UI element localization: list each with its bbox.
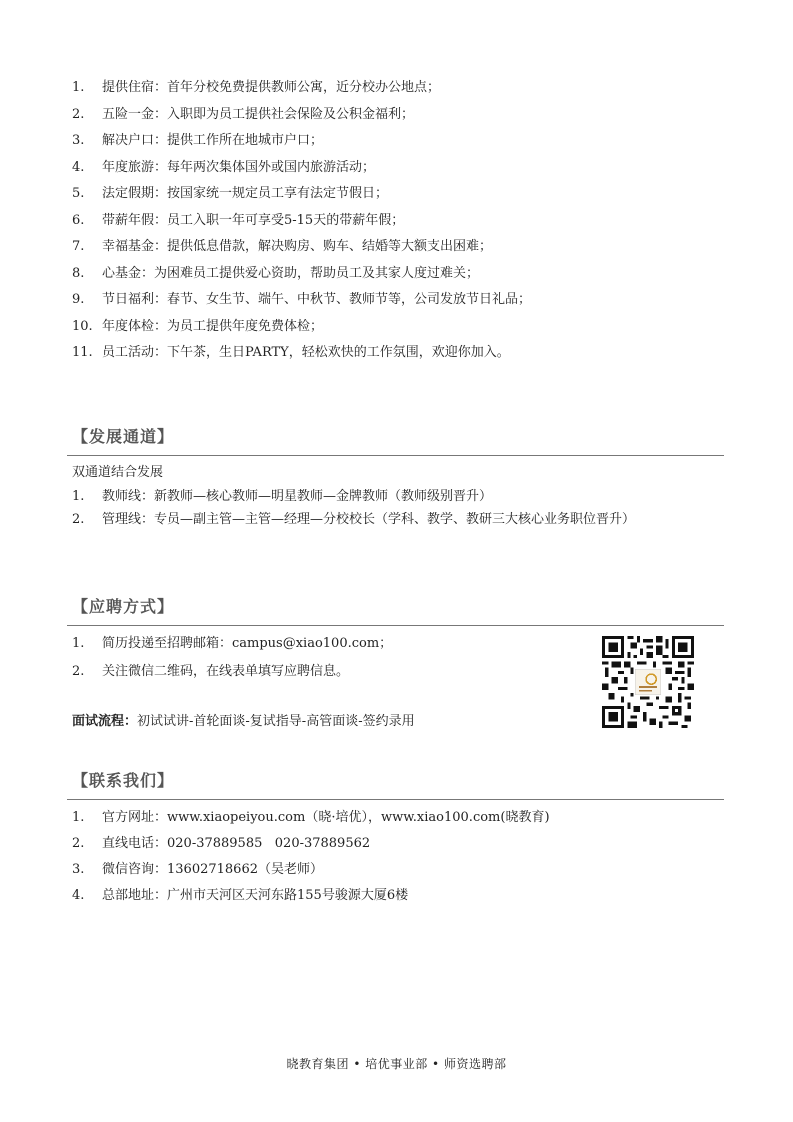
item-number: 2. [72, 664, 85, 679]
list-item [72, 658, 392, 686]
list-item [72, 261, 531, 288]
item-number: 1. [72, 636, 85, 651]
section-title-contact: 【联系我们】 [72, 771, 175, 790]
list-item [72, 181, 531, 208]
list-item [72, 857, 550, 883]
item-number: 1. [72, 80, 85, 95]
item-text: 官方网址：www.xiaopeiyou.com（晓·培优），www.xiao100.com(晓教育) [102, 810, 550, 825]
list-item [72, 508, 724, 531]
list-item [72, 805, 550, 831]
interview-process [72, 710, 415, 729]
wechat-qr-code-icon [602, 636, 694, 728]
list-item [72, 831, 550, 857]
item-text: 微信咨询：13602718662（吴老师） [102, 862, 323, 877]
list-item [72, 485, 724, 508]
item-number: 11. [72, 345, 93, 360]
item-text: 关注微信二维码，在线表单填写应聘信息。 [102, 664, 350, 679]
item-number: 1. [72, 489, 85, 504]
item-text: 心基金：为困难员工提供爱心资助，帮助员工及其家人度过难关； [102, 265, 480, 281]
list-item [72, 314, 531, 341]
item-number: 6. [72, 212, 85, 228]
item-number: 4. [72, 159, 85, 175]
item-number: 9. [72, 292, 85, 307]
item-number: 2. [72, 836, 85, 851]
item-text: 直线电话：020-37889585 020-37889562 [102, 836, 371, 851]
development-list [72, 485, 724, 531]
development-intro: 双通道结合发展 [72, 465, 164, 480]
interview-label: 面试流程： [72, 714, 138, 729]
item-text: 总部地址：广州市天河区天河东路155号骏源大厦6楼 [102, 888, 409, 903]
item-number: 4. [72, 888, 85, 903]
list-item [72, 630, 392, 658]
list-item [72, 287, 531, 314]
item-number: 3. [72, 133, 85, 148]
item-number: 1. [72, 810, 85, 825]
section-divider [67, 455, 724, 456]
page-footer: 晓教育集团 • 培优事业部 • 师资选聘部 [286, 1057, 507, 1071]
item-number: 2. [72, 106, 85, 122]
item-text: 节日福利：春节、女生节、端午、中秋节、教师节等，公司发放节日礼品； [102, 292, 532, 307]
item-text: 年度体检：为员工提供年度免费体检； [102, 318, 324, 334]
apply-list [72, 630, 392, 686]
item-text: 管理线：专员—副主管—主管—经理—分校校长（学科、教学、教研三大核心业务职位晋升） [102, 512, 636, 527]
section-divider [67, 625, 724, 626]
item-text: 简历投递至招聘邮箱：campus@xiao100.com； [102, 636, 393, 651]
section-title-apply: 【应聘方式】 [72, 597, 175, 616]
item-text: 带薪年假：员工入职一年可享受5-15天的带薪年假； [102, 212, 405, 228]
list-item [72, 128, 531, 155]
section-divider [67, 799, 724, 800]
item-text: 解决户口：提供工作所在地城市户口； [102, 133, 324, 148]
item-text: 教师线：新教师—核心教师—明星教师—金牌教师（教师级别晋升） [102, 489, 493, 504]
item-number: 10. [72, 318, 93, 334]
list-item [72, 155, 531, 182]
list-item [72, 102, 531, 129]
item-number: 8. [72, 265, 85, 281]
item-number: 2. [72, 512, 85, 527]
item-number: 5. [72, 186, 85, 201]
item-number: 7. [72, 239, 85, 254]
list-item [72, 883, 550, 909]
item-number: 3. [72, 862, 85, 877]
interview-steps: 初试试讲-首轮面谈-复试指导-高管面谈-签约录用 [137, 714, 415, 729]
item-text: 员工活动：下午茶，生日PARTY，轻松欢快的工作氛围，欢迎你加入。 [102, 345, 510, 360]
item-text: 幸福基金：提供低息借款，解决购房、购车、结婚等大额支出困难； [102, 239, 493, 254]
list-item [72, 234, 531, 261]
item-text: 五险一金：入职即为员工提供社会保险及公积金福利； [102, 106, 415, 122]
list-item [72, 340, 531, 367]
item-text: 提供住宿：首年分校免费提供教师公寓，近分校办公地点； [102, 80, 441, 95]
contact-list [72, 805, 550, 909]
item-text: 年度旅游：每年两次集体国外或国内旅游活动； [102, 159, 376, 175]
section-title-development: 【发展通道】 [72, 427, 175, 446]
list-item [72, 208, 531, 235]
item-text: 法定假期：按国家统一规定员工享有法定节假日； [102, 186, 389, 201]
benefits-list [72, 75, 531, 367]
list-item [72, 75, 531, 102]
